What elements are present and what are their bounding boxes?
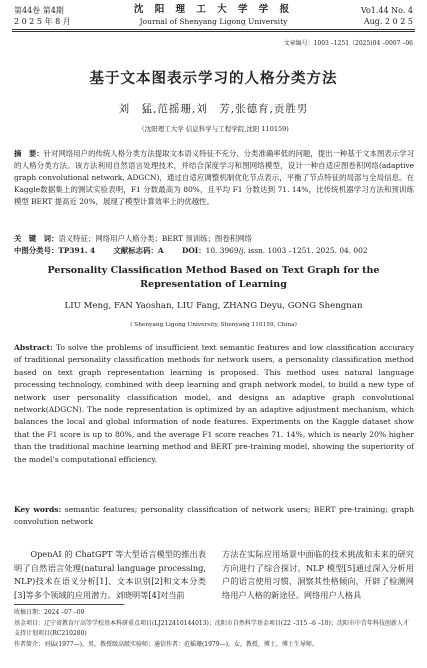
keywords-en-text: semantic features; personality classification of network users; BERT pre-training; graph convolution network bbox=[14, 505, 415, 527]
header-right bbox=[361, 5, 413, 27]
volume-issue-cn: 第44卷 第4期 bbox=[14, 6, 64, 15]
date-cn: 2 0 2 5 年 8 月 bbox=[14, 17, 71, 26]
authors-cn: 刘 猛,范摇珊,刘 芳,张德育,贡胜男 bbox=[118, 103, 309, 115]
journal-name-cn: 沈 阳 理 工 大 学 学 报 bbox=[133, 4, 294, 15]
abstract-cn-label: 摘 要： bbox=[14, 149, 44, 158]
clc-value: TP391. 4 bbox=[58, 246, 96, 255]
keywords-en bbox=[14, 504, 414, 529]
journal-name-en: Journal of Shenyang Ligong University bbox=[139, 17, 288, 26]
abstract-en-text: To solve the problems of insufficient text semantic features and low classification accuracy of traditional personality classification methods for network users, a personality classification method based on text graph representation learning is proposed. This method uses natural language processing technology, combined with deep learning and graph network model, to build a new type of network user personality classification model, and designs an adaptive graph convolutional network(ADGCN). The node representation is optimized by an adaptive adjustment mechanism, which balances the local and global information of node features. Experiments on the Kaggle dataset show that the F1 score is up to 80%, and the average F1 score reaches 71. 14%, which is nearly 20% higher than the traditional machine learning method and BERT pre-training model, showing the superiority of the model’s computational efficiency. bbox=[14, 343, 414, 464]
abstract-cn bbox=[14, 148, 414, 208]
footnote-author-bio: 作者简介：刘猛(1977—)，男，教授级高级实验师；通信作者：范摇珊(1979—)，女，教授，博士，博士生导师。 bbox=[14, 641, 318, 648]
abstract-cn-text: 针对网络用户的传统人格分类方法提取文本语义特征不充分、分类准确率低的问题，提出一种基于文本图表示学习的人格分类方法。该方法利用自然语言处理技术，并结合深度学习和图网络模型，设计一种自适应图卷积网络(adaptive graph convolutional network, ADGCN)，通过自适应调整机制优化节点表示，平衡了节点特征的局部与全局信息。在Kaggle数据集上的测试实验表明，F1 分数最高为 80%，且平均 F1 分数达到 71. 14%，比传统机器学习方法和预训练模型 BERT 提高近 20%，展现了模型计算效率上的优越性。 bbox=[14, 149, 414, 206]
date-en: Aug. 2 0 2 5 bbox=[363, 17, 413, 26]
paper-title-en: Personality Classification Method Based on Text Graph for the Representation of Learning bbox=[47, 265, 380, 290]
doc-code-label: 文献标志码： bbox=[113, 246, 158, 255]
keywords-en-label: Key words: bbox=[14, 505, 62, 514]
authors-en: LIU Meng, FAN Yaoshan, LIU Fang, ZHANG Deyu, GONG Shengnan bbox=[64, 301, 363, 311]
doi-value: 10. 3969/j. issn. 1003 –1251. 2025. 04. 002 bbox=[205, 246, 368, 255]
header-rule bbox=[12, 29, 415, 30]
volume-issue-en: Vo1.44 No. 4 bbox=[360, 6, 413, 15]
keywords-cn bbox=[14, 233, 414, 245]
affiliation-en: ( Shenyang Ligong University, Shenyang 110159, China) bbox=[130, 322, 297, 328]
article-number: 文章编号：1003 –1251（2025)04 –0007 –06 bbox=[283, 40, 413, 47]
keywords-cn-text: 语义特征；网络用户人格分类；BERT 预训练；图卷积网络 bbox=[58, 234, 252, 243]
abstract-en-label: Abstract: bbox=[14, 343, 53, 352]
footnote-rule bbox=[14, 604, 124, 605]
classification-line bbox=[14, 245, 414, 257]
body-column-left: OpenAI 的 ChatGPT 等大型语言模型的推出表明了自然语言处理(natural language processing, NLP)技术在语义分析[1]、文本识别[2]和文本分类[3]等多个领域的应用潜力。刘晓明等[4]对当前 bbox=[14, 549, 206, 600]
keywords-cn-label: 关 键 词： bbox=[14, 234, 59, 243]
clc-label: 中图分类号： bbox=[14, 246, 59, 255]
footnote-received: 收稿日期：2024 –07 –09 bbox=[14, 609, 85, 616]
paper-title-cn: 基于文本图表示学习的人格分类方法 bbox=[89, 70, 338, 87]
footnote-funding: 基金项目：辽宁省教育厅高等学校基本科研重点项目(LJ212410144013)；沈阳市自然科学基金项目(22 –315 –6 –10)；沈阳市中青年科技创新人才支持计划项目(RC210280) bbox=[14, 620, 409, 637]
header-rule-thin bbox=[12, 31, 415, 32]
doc-code-value: A bbox=[157, 246, 164, 255]
doi-label: DOI： bbox=[181, 246, 206, 255]
abstract-en bbox=[14, 342, 414, 466]
affiliation-cn: （沈阳理工大学 信息科学与工程学院,沈阳 110159) bbox=[138, 125, 289, 133]
body-column-right: 方法在实际应用场景中面临的技术挑战和未来的研究方向进行了综合探讨。NLP 模型[5]通过深入分析用户的语言使用习惯，洞察其性格倾向，开辟了检测网络用户人格的新途径。网络用户人格具 bbox=[222, 549, 414, 600]
